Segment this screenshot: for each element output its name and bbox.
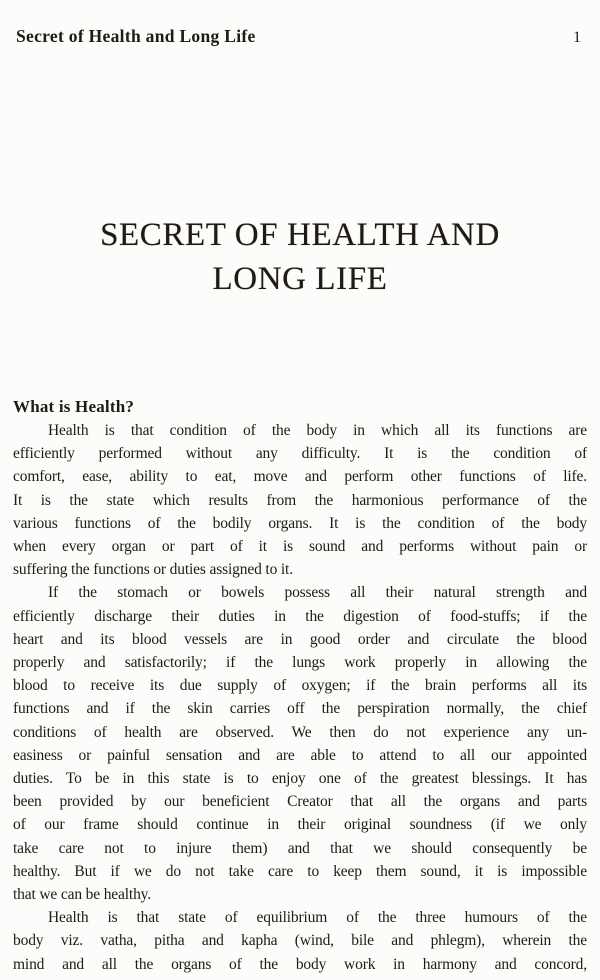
- body-text-line: when every organ or part of it is sound and performs without pain or: [13, 538, 587, 556]
- body-text-line: Health is that condition of the body in which all its functions are: [48, 422, 587, 439]
- running-header-title: Secret of Health and Long Life: [16, 26, 256, 46]
- chapter-title-line-1: SECRET OF HEALTH AND: [100, 217, 500, 253]
- paragraph: [13, 581, 587, 906]
- running-header: [0, 0, 600, 47]
- body-text-line: It is the state which results from the harmonious performance of the: [13, 491, 587, 509]
- body-text-line: of our frame should continue in their original soundness (if we only: [13, 816, 587, 834]
- body-text-line: various functions of the bodily organs. It is the condition of the body: [13, 514, 587, 532]
- body-text-line: heart and its blood vessels are in good order and circulate the blood: [13, 630, 587, 648]
- body-text-line: body viz. vatha, pitha and kapha (wind, bile and phlegm), wherein the: [13, 932, 587, 950]
- body-text: [0, 395, 600, 976]
- paragraph: [13, 419, 587, 581]
- body-text-line: been provided by our beneficient Creator that all the organs and parts: [13, 793, 587, 811]
- body-text-line: take care not to injure them) and that we should consequently be: [13, 839, 587, 857]
- body-text-line: that we can be healthy.: [13, 886, 151, 904]
- body-text-line: conditions of health are observed. We then do not experience any un-: [13, 723, 587, 741]
- body-text-line: suffering the functions or duties assigned to it.: [13, 561, 293, 579]
- body-text-line: efficiently discharge their duties in the digestion of food-stuffs; if the: [13, 607, 587, 625]
- body-text-line: efficiently performed without any difficulty. It is the condition of: [13, 445, 587, 463]
- body-text-line: functions and if the skin carries off the perspiration normally, the chief: [13, 700, 587, 718]
- body-text-line: Health is that state of equilibrium of the three humours of the: [48, 909, 587, 927]
- body-text-line: mind and all the organs of the body work in harmony and concord,: [13, 955, 587, 973]
- chapter-title: [0, 213, 600, 301]
- body-text-line: easiness or painful sensation and are able to attend to all our appointed: [13, 746, 587, 764]
- body-text-line: If the stomach or bowels possess all their natural strength and: [48, 584, 587, 602]
- body-text-line: comfort, ease, ability to eat, move and perform other functions of life.: [13, 468, 587, 486]
- body-text-line: healthy. But if we do not take care to keep them sound, it is impossible: [13, 862, 587, 880]
- body-text-line: duties. To be in this state is to enjoy one of the greatest blessings. It has: [13, 770, 587, 788]
- section-heading: What is Health?: [13, 397, 135, 416]
- paragraph: [13, 906, 587, 976]
- body-text-line: properly and satisfactorily; if the lungs work properly in allowing the: [13, 654, 587, 672]
- body-text-line: blood to receive its due supply of oxygen; if the brain performs all its: [13, 677, 587, 695]
- page-number: 1: [573, 29, 581, 46]
- chapter-title-line-2: LONG LIFE: [212, 261, 388, 297]
